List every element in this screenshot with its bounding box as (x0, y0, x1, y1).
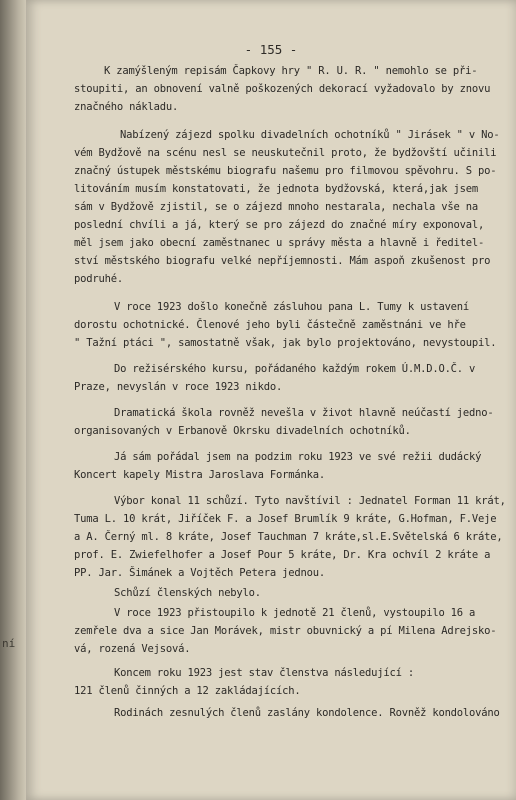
text-line: značný ústupek městskému biografu našemu pro filmovou spěvohru. S po- (74, 165, 497, 177)
text-line: a A. Černý ml. 8 kráte, Josef Tauchman 7 kráte,sl.E.Světelská 6 kráte, (74, 531, 503, 543)
text-line: Nabízený zájezd spolku divadelních ochotníků " Jirásek " v No- (120, 129, 500, 141)
text-line: značného nákladu. (74, 101, 179, 113)
text-line: měl jsem jako obecní zaměstnanec u správy města a hlavně i ředitel- (74, 237, 485, 249)
margin-text-fragment: ní (2, 637, 16, 650)
text-line: 121 členů činných a 12 zakládajících. (74, 685, 301, 697)
text-line: vá, rozená Vejsová. (74, 643, 191, 655)
text-line: ství městského biografu velké nepříjemnosti. Mám aspoň zkušenost pro (74, 255, 491, 267)
text-line: Praze, nevyslán v roce 1923 nikdo. (74, 381, 283, 393)
document-page (26, 0, 516, 800)
text-line: Tuma L. 10 krát, Jiříček F. a Josef Brumlík 9 kráte, G.Hofman, F.Veje (74, 513, 497, 525)
text-line: Schůzí členských nebylo. (114, 587, 261, 599)
adjacent-page-edge (0, 0, 26, 800)
text-line: " Tažní ptáci ", samostatně však, jak bylo projektováno, nevystoupil. (74, 337, 497, 349)
text-line: Rodinách zesnulých členů zaslány kondolence. Rovněž kondolováno (114, 707, 500, 719)
text-line: Do režisérského kursu, pořádaného každým rokem Ú.M.D.O.Č. v (114, 363, 476, 375)
text-line: V roce 1923 došlo konečně zásluhou pana L. Tumy k ustavení (114, 301, 470, 313)
text-line: dorostu ochotnické. Členové jeho byli částečně zaměstnáni ve hře (74, 319, 466, 331)
text-line: Dramatická škola rovněž nevešla v život hlavně neúčastí jedno- (114, 407, 494, 419)
text-line: prof. E. Zwiefelhofer a Josef Pour 5 kráte, Dr. Kra ochvíl 2 kráte a (74, 549, 491, 561)
text-line: PP. Jar. Šimánek a Vojtěch Petera jednou. (74, 567, 325, 579)
text-line: V roce 1923 přistoupilo k jednotě 21 členů, vystoupilo 16 a (114, 607, 476, 619)
text-line: litováním musím konstatovati, že jednota bydžovská, která,jak jsem (74, 183, 479, 195)
text-line: Výbor konal 11 schůzí. Tyto navštívil : Jednatel Forman 11 krát, (114, 495, 506, 507)
page-number: - 155 - (244, 42, 298, 57)
text-line: sám v Bydžově zjistil, se o zájezd mnoho nestarala, nechala vše na (74, 201, 479, 213)
text-line: organisovaných v Erbanově Okrsku divadelních ochotníků. (74, 425, 411, 437)
text-line: podruhé. (74, 273, 123, 285)
text-line: Koncert kapely Mistra Jaroslava Formánka. (74, 469, 325, 481)
text-line: Koncem roku 1923 jest stav členstva následující : (114, 667, 414, 679)
text-line: zemřele dva a sice Jan Morávek, mistr obuvnický a pí Milena Adrejsko- (74, 625, 497, 637)
text-line: poslední chvíli a já, který se pro zájezd do značné míry exponoval, (74, 219, 485, 231)
text-line: stoupiti, an obnovení valně poškozených dekorací vyžadovalo by znovu (74, 83, 491, 95)
text-line: vém Bydžově na scénu nesl se neuskutečnil proto, že bydžovští učinili (74, 147, 497, 159)
text-line: Já sám pořádal jsem na podzim roku 1923 ve své režii dudácký (114, 451, 482, 463)
text-line: K zamýšleným repisám Čapkovy hry " R. U. R. " nemohlo se při- (104, 65, 478, 77)
